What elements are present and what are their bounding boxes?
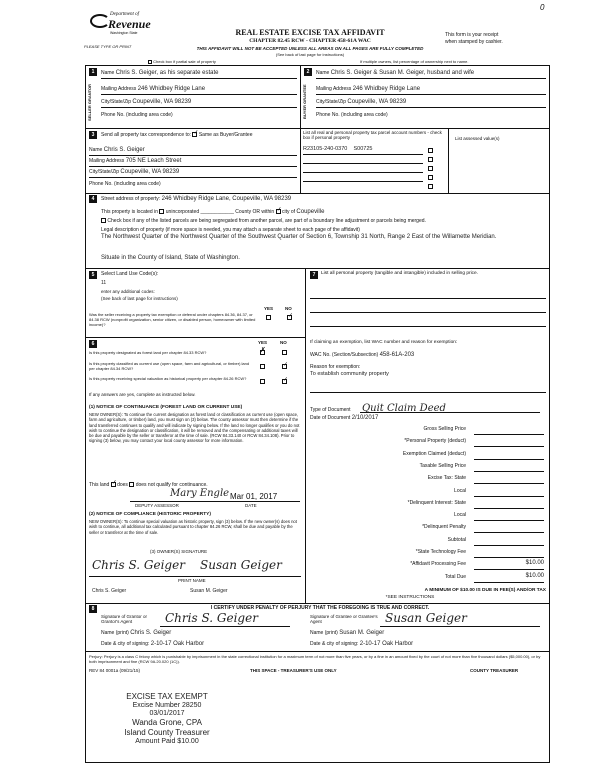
grantor-date-row [101, 641, 204, 648]
corr-mailing[interactable]: 705 NE Leach Street [125, 158, 182, 164]
claim-label: If claiming an exemption, list WAC number and reason for exemption: [310, 340, 458, 345]
rev-number: REV 84 0001a (09/21/15) [89, 668, 141, 673]
parcel-checkbox-3[interactable] [428, 166, 433, 171]
deputy-label: DEPUTY ASSESSOR [135, 503, 179, 508]
historic-no-checkbox[interactable]: ✓ [283, 377, 289, 383]
grantee-date[interactable]: 2-10-17 Oak Harbor [359, 641, 414, 647]
fin-value[interactable] [474, 425, 544, 435]
unincorporated-checkbox[interactable] [159, 209, 164, 214]
fin-value[interactable] [474, 437, 544, 447]
corr-mailing-row [89, 158, 181, 165]
form-chapter: CHAPTER 82.45 RCW - CHAPTER 458-61A WAC [249, 38, 371, 44]
seller-mailing-row [101, 86, 205, 93]
fin-label: *Affidavit Processing Fee [410, 561, 466, 568]
grantee-sig-label: Signature of Grantee or Grantee's Agent [310, 614, 378, 625]
stamp-line-6: Amount Paid $10.00 [135, 737, 199, 745]
dor-logo-line3: Washington State [110, 31, 138, 35]
treasurer-use: THIS SPACE - TREASURER'S USE ONLY [250, 668, 337, 673]
land-use-code[interactable]: 11 [101, 280, 107, 286]
buyer-city[interactable]: Coupeville, WA 98239 [347, 99, 407, 105]
fin-label: *Delinquent Penalty [422, 524, 466, 531]
additional-codes: enter any additional codes: [101, 289, 155, 294]
fin-value[interactable] [474, 548, 544, 558]
dor-logo-swoosh-icon [90, 14, 110, 28]
stamp-line-1: EXCISE TAX EXEMPT [126, 692, 208, 701]
section-5-number: 5 [89, 271, 97, 279]
fin-value[interactable] [474, 536, 544, 546]
fin-label: Taxable Selling Price [419, 462, 466, 469]
treasurer-stamp [92, 692, 242, 746]
notice-2-title: (2) NOTICE OF COMPLIANCE (HISTORIC PROPERTY) [89, 512, 211, 517]
assessor-signature: Mary Engle [170, 488, 230, 499]
if-any-yes: If any answers are yes, complete as instructed below. [89, 392, 196, 397]
corr-mailing-label: Mailing Address [89, 158, 125, 164]
grantee-name-label: Name (print) [310, 630, 338, 636]
minimum-due: A MINIMUM OF $10.00 IS DUE IN FEE(S) AND/OR TAX [424, 588, 546, 593]
land-use-label: Select Land Use Code(s): [101, 271, 159, 277]
exemption-reason[interactable]: To establish community property [310, 371, 389, 377]
stamp-line-3: 03/01/2017 [149, 709, 185, 717]
reason-label: Reason for exemption: [310, 364, 361, 370]
parcel-checkbox-5[interactable] [428, 184, 433, 189]
yes-header-1: YES [264, 306, 274, 311]
personal-property-label: List all personal property (tangible and intangible) included in selling price. [321, 271, 479, 276]
section-4-number: 4 [89, 195, 97, 203]
stamp-line-5: Island County Treasurer [124, 727, 210, 737]
fin-row [310, 473, 546, 485]
legal-description-2[interactable]: Situate in the County of Island, State of Washington. [101, 255, 240, 261]
does-not-checkbox[interactable] [129, 482, 134, 487]
county-treasurer: COUNTY TREASURER [470, 668, 519, 673]
see-instructions: *SEE INSTRUCTIONS [385, 595, 435, 600]
grantor-name-label: Name (print) [101, 630, 129, 636]
forest-no-checkbox[interactable] [282, 350, 287, 355]
grantor-date-label: Date & city of signing: [101, 641, 150, 647]
section-8-number: 8 [89, 605, 97, 613]
fin-value[interactable] [474, 511, 544, 521]
fin-value[interactable]: $10.00 [474, 573, 544, 583]
seller-city-row [101, 99, 191, 106]
form-title: REAL ESTATE EXCISE TAX AFFIDAVIT [235, 28, 385, 37]
corr-phone-row[interactable]: Phone No. (including area code) [89, 181, 161, 187]
city-of-label: city of [281, 209, 296, 215]
fin-label: *Delinquent Interest: State [407, 499, 466, 506]
fin-value[interactable] [474, 499, 544, 509]
doc-type-row [310, 403, 446, 415]
located-row: This property is located in unincorporated ____________ County OR within ✓ city of Coupeville [101, 207, 325, 215]
buyer-name-row [316, 70, 474, 77]
county-or-label: County OR within [235, 209, 275, 215]
fin-label: Subtotal [447, 536, 466, 543]
section-6-number: 6 [89, 340, 97, 348]
yes-header-2: YES [258, 340, 268, 345]
wac-label: WAC No. (Section/Subsection) [310, 352, 379, 358]
this-land-label: This land [89, 482, 110, 488]
seller-city[interactable]: Coupeville, WA 98239 [132, 99, 192, 105]
parcel-header: List all real and personal property tax parcel account numbers - check box if personal property [303, 130, 442, 141]
buyer-name[interactable]: Chris S. Geiger & Susan M. Geiger, husband and wife [330, 70, 475, 76]
legal-label: Legal description of property (if more space is needed, you may attach a separate sheet to each page of the affidavit) [101, 227, 360, 233]
parcel-2-id: S00725 [353, 146, 373, 152]
partial-sale-label: Check box if partial sale of property [153, 59, 216, 65]
forest-question: Is this property designated as forest land per chapter 84.33 RCW? [89, 350, 207, 355]
wac-number[interactable]: 458-61A-203 [379, 352, 415, 358]
section-7-number: 7 [310, 271, 318, 279]
same-as-buyer-checkbox[interactable]: ✓ [193, 130, 199, 137]
doc-date-row [310, 415, 378, 422]
fin-row [310, 486, 546, 498]
fin-row [310, 498, 546, 510]
historic-yes-checkbox[interactable] [260, 379, 265, 384]
fin-label: *Personal Property (deduct) [404, 438, 466, 445]
corr-city[interactable]: Coupeville, WA 98239 [120, 169, 180, 175]
exemption-no-checkbox[interactable]: ✓ [288, 313, 294, 319]
form-see-back: (See back of last page for instructions) [275, 52, 345, 57]
dor-logo-line1: Department of [110, 12, 140, 17]
current-use-no-checkbox[interactable]: ✓ [283, 362, 289, 368]
corr-name-label: Name [89, 147, 103, 153]
historic-question: Is this property receiving special valuation as historical property per chapter 84.26 RCW? [89, 376, 247, 381]
street-label: Street address of property: [101, 196, 161, 202]
current-use-yes-checkbox[interactable] [260, 364, 265, 369]
send-correspondence [101, 132, 252, 138]
does-label: does [117, 482, 128, 488]
fin-label: Excise Tax: State [427, 475, 466, 482]
land-use-see-back: (See back of last page for instructions) [101, 296, 178, 301]
grantor-signature: Chris S. Geiger [165, 611, 258, 625]
dor-logo [88, 12, 151, 44]
fin-row [310, 559, 546, 571]
forest-yes-checkbox[interactable]: ✗ [260, 347, 266, 354]
parcel-1-id: R23105-240-0370 [303, 146, 348, 152]
seller-phone-row[interactable]: Phone No. (including area code) [101, 112, 173, 118]
stamp-line-4: Wanda Grone, CPA [132, 718, 202, 728]
fin-row [310, 535, 546, 547]
city-checkbox[interactable]: ✓ [276, 207, 282, 214]
type-note: PLEASE TYPE OR PRINT [84, 44, 132, 49]
section-1-number: 1 [89, 68, 97, 76]
buyer-mailing-row [316, 86, 420, 93]
grantee-date-row [310, 641, 413, 648]
parcel-checkbox-1[interactable] [428, 148, 433, 153]
grantee-name-row [310, 630, 384, 637]
seller-tab: SELLER GRANTOR [87, 83, 92, 121]
seller-name-label: Name [101, 70, 115, 76]
legal-description-1[interactable]: The Northwest Quarter of the Northwest Quarter of the Southwest Quarter of Section 6, Township 31 North, Range 2 East of the Willamette Meridian. [101, 234, 497, 240]
printed-name-1: Chris S. Geiger [92, 588, 127, 594]
fin-row [310, 424, 546, 436]
owner-signature-2: Susan Geiger [200, 558, 282, 572]
print-name-label: PRINT NAME [178, 578, 206, 583]
notice-1-text: NEW OWNER(S): To continue the current designation as forest land or classification as current use (open space, farm and agriculture, or timber) land, you must sign on (3) below. The county assessor must then determine if the land transferred continues to qualify and will indicate by signing below. If the land no longer qualifies or you do not wish to continue the designation or classification, it will be removed and the compensating or additional taxes will be due and payable by the seller or transferor at the time of sale. (RCW 84.33.140 or RCW 84.34.108). Prior to signing (3) below, you may contact your local county assessor for more information. [89, 412, 300, 444]
fin-row [310, 572, 546, 584]
fin-row [310, 449, 546, 461]
fin-value[interactable]: $10.00 [474, 560, 544, 570]
located-label: This property is located in [101, 209, 158, 215]
seller-mailing[interactable]: 246 Whidbey Ridge Lane [137, 86, 206, 92]
send-label: Send all property tax correspondence to: [101, 132, 192, 138]
certify-statement: I CERTIFY UNDER PENALTY OF PERJURY THAT THE FOREGOING IS TRUE AND CORRECT. [210, 605, 430, 611]
grantor-sig-label: Signature of Grantor or Grantor's Agent [101, 614, 148, 625]
section-3-number: 3 [89, 131, 97, 139]
section-2-number: 2 [304, 68, 312, 76]
fin-label: Exemption Claimed (deduct) [402, 450, 466, 457]
exemption-question: Was the seller receiving a property tax exemption or deferral under chapters 84.36, 84.37, or 84.38 RCW (nonprofit organization, senior citizen, or disabled person, homeowner with limited income)? [89, 312, 256, 327]
fin-row [310, 522, 546, 534]
no-header-2: NO [280, 340, 287, 345]
fin-label: Local [454, 487, 466, 494]
notice-1-title: (1) NOTICE OF CONTINUANCE (FOREST LAND OR CURRENT USE) [89, 405, 243, 410]
street-row [101, 196, 291, 203]
fin-label: Total Due [444, 573, 466, 580]
grantee-date-label: Date & city of signing: [310, 641, 359, 647]
city-name[interactable]: Coupeville [296, 209, 325, 215]
corr-name[interactable]: Chris S. Geiger [103, 147, 145, 153]
buyer-phone-row[interactable]: Phone No. (including area code) [316, 112, 388, 118]
segregated-row [101, 218, 426, 224]
grantor-name-row [101, 630, 171, 637]
grantor-date[interactable]: 2-10-17 Oak Harbor [150, 641, 205, 647]
exemption-yes-checkbox[interactable] [266, 315, 271, 320]
deputy-date-label: DATE [245, 503, 257, 508]
buyer-city-row [316, 99, 406, 106]
street-address[interactable]: 246 Whidbey Ridge Lane, Coupeville, WA 98239 [161, 196, 292, 202]
seller-city-label: City/State/Zip [101, 99, 132, 105]
buyer-tab: BUYER GRANTEE [302, 84, 307, 120]
corr-name-row [89, 147, 145, 154]
buyer-name-label: Name [316, 70, 330, 76]
owner-signature-1: Chris S. Geiger [92, 558, 185, 572]
assessor-date: Mar 01, 2017 [230, 492, 278, 501]
segregated-checkbox[interactable] [101, 218, 106, 223]
partial-sale-checkbox[interactable] [148, 60, 152, 64]
fin-row [310, 436, 546, 448]
owner-sig-label: (3) OWNER(S) SIGNATURE [150, 549, 208, 554]
fin-label: *State Technology Fee [415, 549, 466, 555]
assessed-header: List assessed value(s) [455, 136, 500, 141]
same-as-buyer-label: Same as Buyer/Grantee [198, 132, 253, 138]
parcel-checkbox-4[interactable] [428, 175, 433, 180]
fin-row [310, 547, 546, 559]
fin-value[interactable] [474, 487, 544, 497]
receipt-note-1: This form is your receipt [445, 32, 499, 38]
seller-name-row [101, 70, 218, 77]
form-warning: THIS AFFIDAVIT WILL NOT BE ACCEPTED UNLESS ALL AREAS ON ALL PAGES ARE FULLY COMPLETED [196, 46, 424, 51]
doc-type[interactable]: Quit Claim Deed [361, 403, 446, 414]
multiple-owners-note: If multiple owners, list percentage of ownership next to name. [360, 59, 469, 64]
doc-date-label: Date of Document [310, 415, 351, 421]
grantor-name[interactable]: Chris S. Geiger [130, 630, 172, 636]
does-not-label: does not qualify for continuance. [135, 482, 208, 488]
printed-name-2: Susan M. Geiger [190, 588, 228, 594]
fin-value[interactable] [474, 450, 544, 460]
current-use-question: Is this property classified as current use (open space, farm and agricultural, or timber) land per chapter 84.34 RCW? [89, 361, 250, 371]
corr-city-label: City/State/Zip [89, 169, 120, 175]
does-checkbox[interactable]: ✓ [111, 480, 117, 487]
fin-value[interactable] [474, 523, 544, 533]
segregated-label: Check box if any of the listed parcels are being segregated from another parcel, are part of a boundary line adjustment or parcels being merged. [107, 218, 426, 224]
wac-row [310, 352, 414, 359]
unincorporated-label: unincorporated [165, 209, 200, 215]
fin-value[interactable] [474, 462, 544, 472]
corner-mark: 0 [540, 3, 545, 12]
parcel-checkbox-2[interactable] [428, 157, 433, 162]
buyer-mailing-label: Mailing Address [316, 86, 352, 92]
notice-2-text: NEW OWNER(S): To continue special valuation as historic property, sign (3) below. If the new owner(s) does not wish to continue, all additional tax calculated pursuant to chapter 84.26 RCW, shall be due and payable by the seller or transferor at the time of sale. [89, 519, 297, 535]
doc-date[interactable]: 2/10/2017 [351, 415, 379, 421]
parcel-1[interactable] [303, 146, 372, 153]
seller-name[interactable]: Chris S. Geiger, as his separate estate [115, 70, 219, 76]
stamp-line-2: Excise Number 28250 [132, 701, 202, 709]
fin-row [310, 461, 546, 473]
receipt-note-2: when stamped by cashier. [445, 39, 503, 45]
doc-type-label: Type of Document [310, 407, 351, 413]
perjury-statement: Perjury: Perjury is a class C felony which is punishable by imprisonment in the state correctional institution for a maximum term of not more than five years, or by a fine in an amount fixed by the court of not more than five thousand dollars ($5,000.00), or by both imprisonment and fine (RCW 9A.20.020 (1C)). [89, 654, 541, 664]
fin-label: Local [454, 512, 466, 519]
grantee-signature: Susan Geiger [385, 611, 467, 625]
fin-label: Gross Selling Price [423, 426, 466, 432]
buyer-mailing[interactable]: 246 Whidbey Ridge Lane [352, 86, 421, 92]
buyer-city-label: City/State/Zip [316, 99, 347, 105]
no-header-1: NO [285, 306, 292, 311]
dor-logo-line2: Revenue [108, 17, 151, 31]
grantee-name[interactable]: Susan M. Geiger [339, 630, 385, 636]
fin-value[interactable] [474, 474, 544, 484]
seller-mailing-label: Mailing Address [101, 86, 137, 92]
fin-row [310, 510, 546, 522]
corr-city-row [89, 169, 179, 176]
